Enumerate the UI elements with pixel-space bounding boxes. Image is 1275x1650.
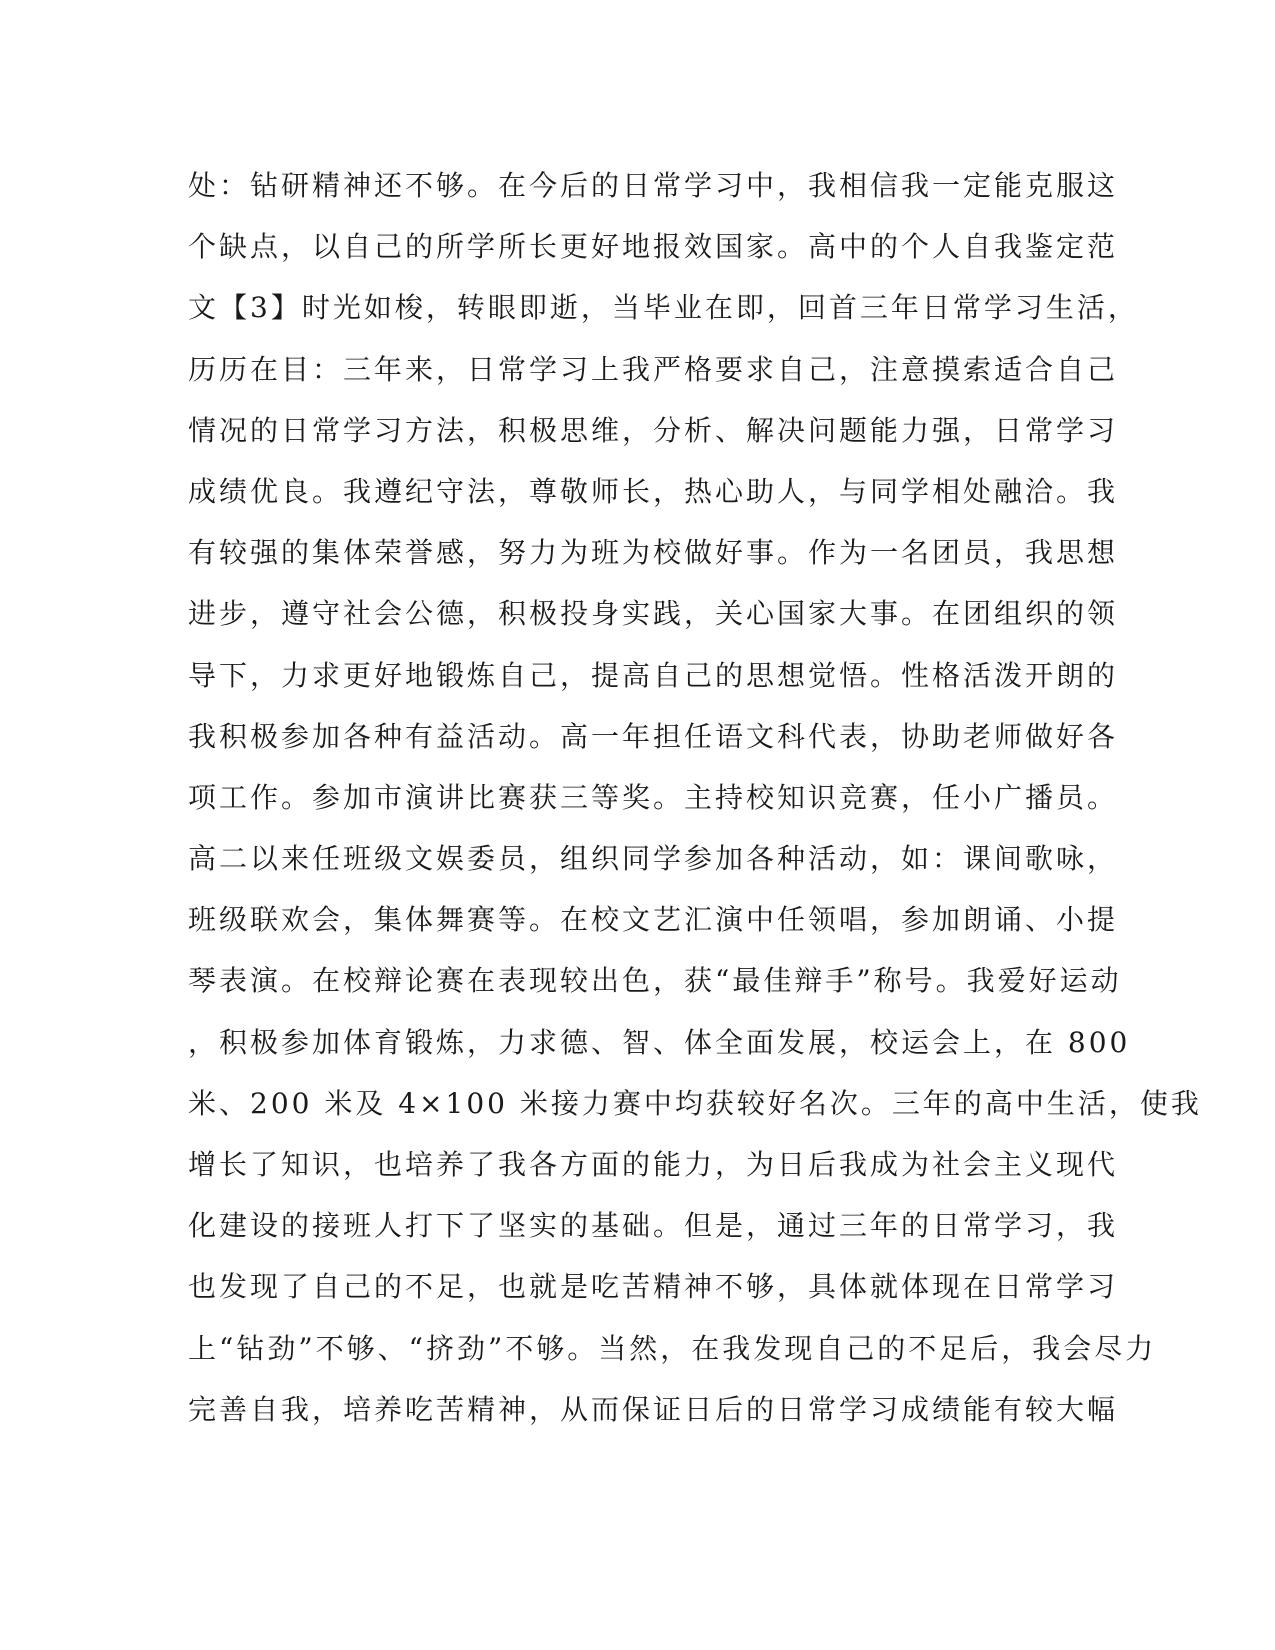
text-line: 米、200 米及 4×100 米接力赛中均获较好名次。三年的高中生活，使我 [188,1086,1202,1120]
text-line: ，积极参加体育锻炼，力求德、智、体全面发展，校运会上，在 800 [188,1025,1131,1059]
text-line: 成绩优良。我遵纪守法，尊敬师长，热心助人，与同学相处融洽。我 [188,474,1119,508]
text-line: 进步，遵守社会公德，积极投身实践，关心国家大事。在团组织的领 [188,597,1119,631]
text-line: 增长了知识，也培养了我各方面的能力，为日后我成为社会主义现代 [188,1148,1119,1181]
text-line: 历历在目：三年来，日常学习上我严格要求自己，注意摸索适合自己 [188,352,1119,386]
text-line: 琴表演。在校辩论赛在表现较出色，获“最佳辩手”称号。我爱好运动 [188,964,1122,998]
text-line: 导下，力求更好地锻炼自己，提高自己的思想觉悟。性格活泼开朗的 [188,658,1119,692]
text-line: 高二以来任班级文娱委员，组织同学参加各种活动，如：课间歌咏， [188,842,1119,876]
text-line: 文【3】时光如梭，转眼即逝，当毕业在即，回首三年日常学习生活， [188,291,1139,325]
text-line: 个缺点，以自己的所学所长更好地报效国家。高中的个人自我鉴定范 [188,230,1119,264]
text-line: 班级联欢会，集体舞赛等。在校文艺汇演中任领唱，参加朗诵、小提 [188,903,1119,937]
text-line: 我积极参加各种有益活动。高一年担任语文科代表，协助老师做好各 [188,719,1119,753]
text-line: 上“钻劲”不够、“挤劲”不够。当然，在我发现自己的不足后，我会尽力 [188,1331,1157,1365]
text-line: 处：钻研精神还不够。在今后的日常学习中，我相信我一定能克服这 [188,169,1119,202]
text-line: 情况的日常学习方法，积极思维，分析、解决问题能力强，日常学习 [188,413,1119,447]
text-line: 也发现了自己的不足，也就是吃苦精神不够，具体就体现在日常学习 [188,1270,1119,1304]
body-text [188,166,1202,1451]
text-line: 项工作。参加市演讲比赛获三等奖。主持校知识竞赛，任小广播员。 [188,780,1119,814]
text-line: 完善自我，培养吃苦精神，从而保证日后的日常学习成绩能有较大幅 [188,1392,1119,1426]
text-line: 化建设的接班人打下了坚实的基础。但是，通过三年的日常学习，我 [188,1209,1119,1243]
text-line: 有较强的集体荣誉感，努力为班为校做好事。作为一名团员，我思想 [188,536,1119,570]
